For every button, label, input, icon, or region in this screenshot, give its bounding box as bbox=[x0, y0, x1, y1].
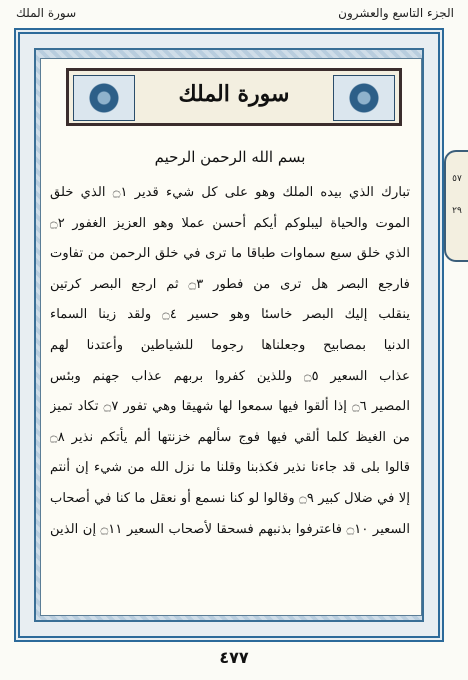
juz-header: الجزء التاسع والعشرون bbox=[338, 6, 454, 20]
verse-line: الموت والحياة ليبلوكم أيكم أحسن عملا وهو العزيز الغفور ۝٢ bbox=[50, 215, 410, 231]
ornament-icon bbox=[333, 75, 395, 121]
surah-title-box bbox=[66, 68, 402, 126]
verse-line: تبارك الذي بيده الملك وهو على كل شيء قدير ۝١ الذي خلق bbox=[50, 185, 410, 200]
hizb-marker-line2: ٢٩ bbox=[452, 206, 462, 216]
verse-line: الدنيا بمصابيح وجعلناها رجوما للشياطين وأعتدنا لهم bbox=[50, 337, 410, 353]
page-number: ٤٧٧ bbox=[219, 648, 249, 667]
verse-line: الذي خلق سبع سماوات طباقا ما ترى في خلق الرحمن من تفاوت bbox=[50, 246, 410, 262]
verse-line: فارجع البصر هل ترى من فطور ۝٣ ثم ارجع البصر كرتين bbox=[50, 276, 410, 292]
basmala: بسم الله الرحمن الرحيم bbox=[154, 148, 306, 166]
verse-line: المصير ۝٦ إذا ألقوا فيها سمعوا لها شهيقا وهي تفور ۝٧ تكاد تميز bbox=[50, 399, 410, 415]
ornament-icon bbox=[73, 75, 135, 121]
verse-line: ينقلب إليك البصر خاسئا وهو حسير ۝٤ ولقد زينا السماء bbox=[50, 307, 410, 323]
verse-line: من الغيظ كلما ألقي فيها فوج سألهم خزنتها ألم يأتكم نذير ۝٨ bbox=[50, 429, 410, 445]
verse-line: عذاب السعير ۝٥ وللذين كفروا بربهم عذاب جهنم وبئس bbox=[50, 368, 410, 384]
verse-line: قالوا بلى قد جاءنا نذير فكذبنا وقلنا ما نزل الله من شيء إن أنتم bbox=[50, 460, 410, 476]
hizb-marker bbox=[444, 150, 468, 262]
surah-title: سورة الملك bbox=[178, 81, 290, 107]
surah-header: سورة الملك bbox=[16, 6, 77, 20]
verse-line: إلا في ضلال كبير ۝٩ وقالوا لو كنا نسمع أو نعقل ما كنا في أصحاب bbox=[50, 490, 410, 506]
verse-line: السعير ۝١٠ فاعترفوا بذنبهم فسحقا لأصحاب السعير ۝١١ إن الذين bbox=[50, 521, 410, 537]
hizb-marker-line1: ٥٧ bbox=[452, 174, 462, 184]
verse-lines bbox=[50, 178, 410, 545]
